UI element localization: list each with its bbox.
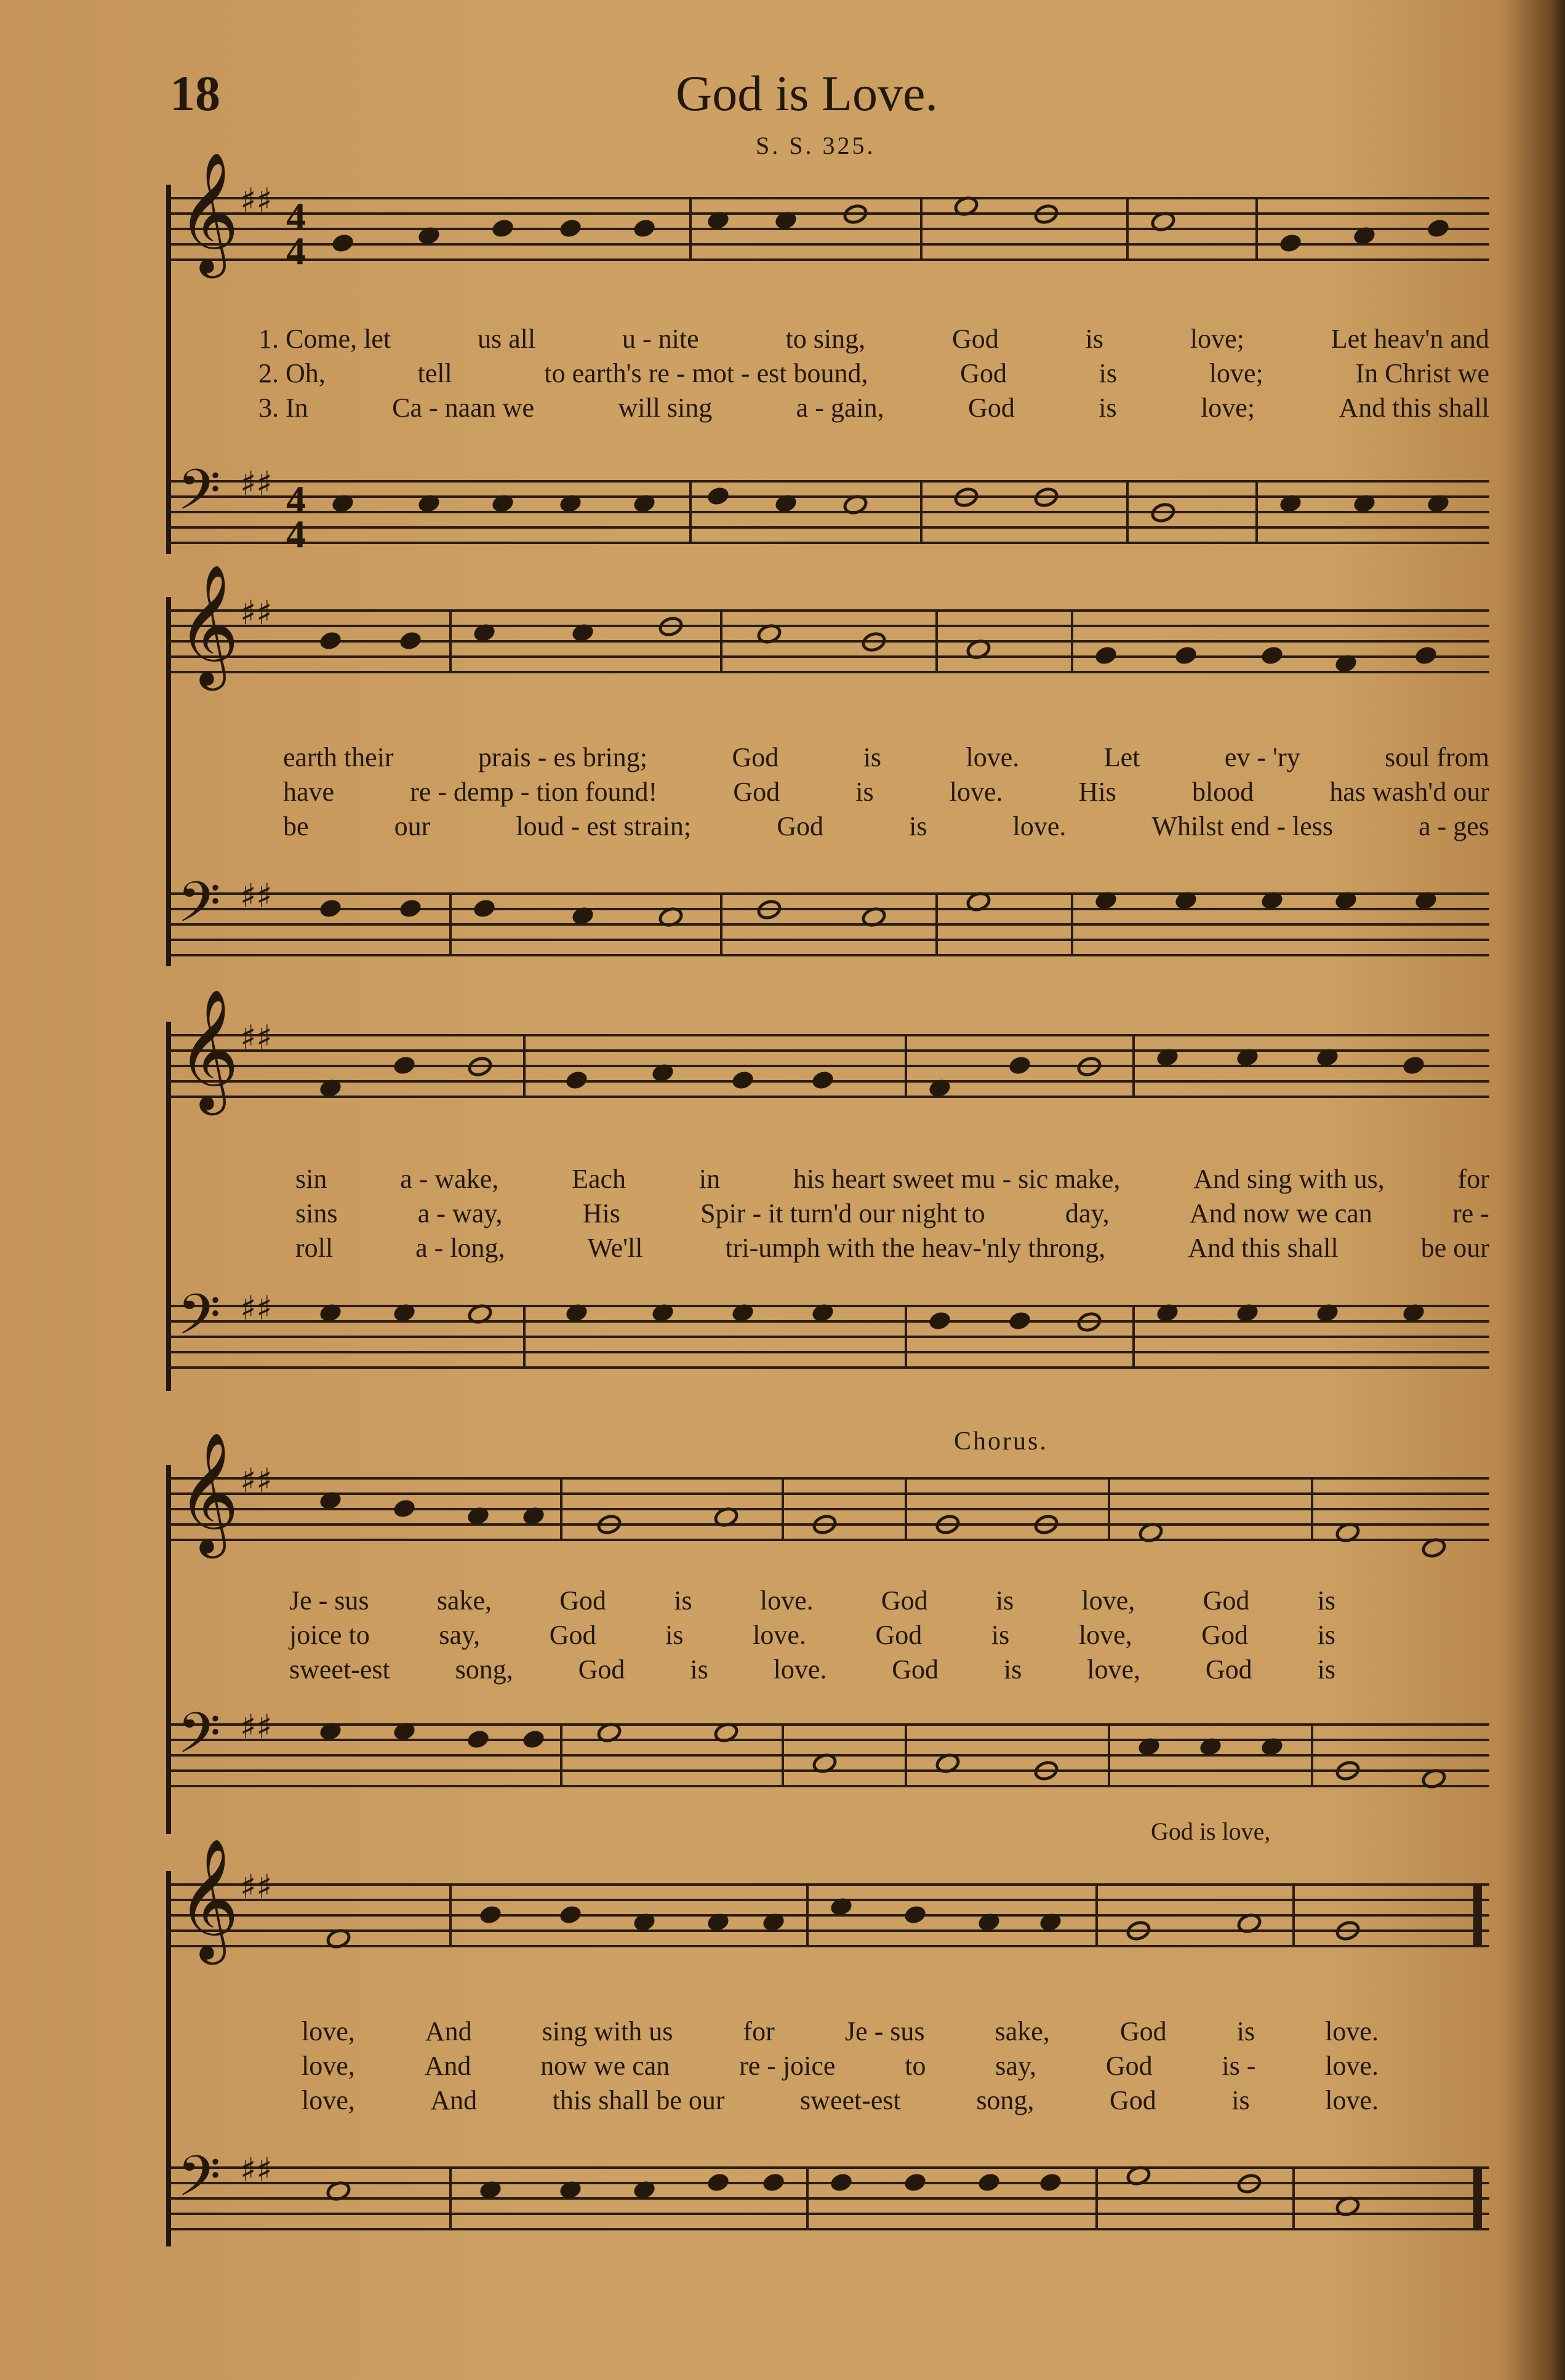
treble-clef-icon: 𝄞: [177, 1838, 239, 1960]
note: [811, 1069, 836, 1091]
note: [330, 232, 356, 254]
note: [903, 2171, 928, 2194]
bass-staff: [166, 457, 1489, 556]
key-signature-sharps-icon: ♯♯: [240, 876, 273, 915]
note: [656, 614, 686, 639]
treble-clef-icon: 𝄞: [177, 151, 239, 273]
key-signature-sharps-icon: ♯♯: [240, 1707, 273, 1746]
note: [632, 217, 657, 239]
note: [398, 630, 423, 652]
key-signature-sharps-icon: ♯♯: [240, 464, 273, 503]
note: [558, 1904, 583, 1926]
note: [318, 630, 343, 652]
note: [1031, 1512, 1061, 1537]
note: [829, 2171, 854, 2194]
note: [1031, 201, 1061, 227]
bass-staff: [166, 1701, 1489, 1785]
note: [754, 897, 784, 923]
note: [1414, 644, 1439, 667]
note: [564, 1069, 590, 1091]
time-signature: 4 4: [286, 194, 306, 273]
note: [1075, 1054, 1104, 1080]
note: [706, 2171, 731, 2194]
note: [1038, 2171, 1063, 2194]
page-number: 18: [170, 65, 220, 121]
verse-3-line: 3. In Ca - naan we will sing a - gain, God is love; And this shall: [258, 393, 1489, 423]
time-signature: 4 4: [286, 478, 306, 556]
bass-clef-icon: 𝄢: [177, 870, 221, 948]
verse-2-line: 2. Oh, tell to earth's re - mot - est bound, God is love; In Christ we: [258, 358, 1489, 388]
note: [1401, 1054, 1427, 1076]
note: [1333, 1918, 1363, 1944]
note: [977, 2171, 1002, 2194]
note: [1031, 484, 1061, 510]
key-signature-sharps-icon: ♯♯: [240, 1461, 273, 1500]
treble-staff: [166, 151, 1489, 273]
verse-1-line: love, And sing with us for Je - sus sake, God is love.: [302, 2016, 1379, 2046]
verse-1-line: earth their prais - es bring; God is love. Let ev - 'ry soul from: [283, 742, 1489, 772]
note: [1148, 500, 1178, 526]
note: [859, 629, 889, 655]
note: [1278, 232, 1303, 254]
note: [1235, 2171, 1264, 2197]
note: [521, 1728, 546, 1750]
note: [472, 897, 497, 920]
hymn-title: God is Love.: [676, 65, 938, 121]
note: [398, 897, 423, 920]
treble-clef-icon: 𝄞: [177, 564, 239, 686]
verse-3-line: love, And this shall be our sweet-est song, God is love.: [302, 2085, 1379, 2115]
key-signature-sharps-icon: ♯♯: [240, 2150, 273, 2189]
treble-clef-icon: 𝄞: [177, 988, 239, 1110]
note: [706, 485, 731, 507]
note: [478, 1904, 503, 1926]
note: [903, 1904, 928, 1926]
note: [1094, 644, 1119, 667]
verse-2-line: have re - demp - tion found! God is love. His blood has wash'd our: [283, 777, 1489, 807]
bass-staff: [166, 870, 1489, 954]
treble-staff: [166, 564, 1489, 686]
verse-1-line: 1. Come, let us all u - nite to sing, God is love; Let heav'n and: [258, 324, 1489, 354]
note: [1007, 1054, 1033, 1076]
verse-3-line: roll a - long, We'll tri-umph with the heav-'nly throng, And this shall be our: [295, 1233, 1489, 1263]
hymnal-reference: S. S. 325.: [756, 132, 876, 159]
note: [465, 1054, 495, 1080]
note: [466, 1728, 491, 1750]
note: [1260, 644, 1285, 667]
verse-2-line: sins a - way, His Spir - it turn'd our night to day, And now we can re -: [295, 1198, 1489, 1228]
key-signature-sharps-icon: ♯♯: [240, 1018, 273, 1057]
verse-1-line: sin a - wake, Each in his heart sweet mu - sic make, And sing with us, for: [295, 1164, 1489, 1194]
note: [761, 2171, 787, 2194]
note: [1124, 1918, 1153, 1944]
verse-2-line: love, And now we can re - joice to say, God is - love.: [302, 2051, 1379, 2081]
bass-clef-icon: 𝄢: [177, 2144, 221, 2222]
verse-3-line: be our loud - est strain; God is love. Whilst end - less a - ges: [283, 811, 1489, 841]
key-signature-sharps-icon: ♯♯: [240, 593, 273, 632]
note: [392, 1054, 417, 1076]
bass-clef-icon: 𝄢: [177, 1701, 221, 1779]
note: [594, 1512, 624, 1537]
note: [730, 1069, 756, 1091]
bass-cue-text: God is love,: [1151, 1817, 1271, 1845]
note: [841, 201, 870, 227]
treble-staff: [166, 1838, 1489, 1960]
note: [1075, 1309, 1104, 1335]
bass-clef-icon: 𝄢: [177, 457, 221, 536]
note: [951, 484, 981, 510]
note: [490, 217, 516, 239]
verse-1-line: Je - sus sake, God is love. God is love, God is: [289, 1585, 1335, 1616]
treble-staff: [166, 988, 1489, 1110]
bass-staff: [166, 1282, 1489, 1366]
note: [810, 1512, 839, 1537]
chorus-label: Chorus.: [954, 1427, 1048, 1456]
note: [1031, 1758, 1061, 1784]
note: [927, 1310, 953, 1332]
note: [392, 1497, 417, 1520]
bass-clef-icon: 𝄢: [177, 1282, 221, 1361]
note: [1333, 1758, 1363, 1784]
treble-clef-icon: 𝄞: [177, 1432, 239, 1553]
note: [1174, 644, 1199, 667]
note: [1007, 1310, 1033, 1332]
key-signature-sharps-icon: ♯♯: [240, 1867, 273, 1906]
note: [318, 897, 343, 920]
note: [558, 217, 583, 239]
note: [1426, 217, 1451, 239]
verse-3-line: sweet-est song, God is love. God is love, God is: [289, 1654, 1335, 1685]
note: [933, 1512, 963, 1537]
key-signature-sharps-icon: ♯♯: [240, 181, 273, 220]
verse-2-line: joice to say, God is love. God is love, God is: [289, 1620, 1335, 1650]
bass-staff: [166, 2144, 1489, 2228]
key-signature-sharps-icon: ♯♯: [240, 1289, 273, 1328]
